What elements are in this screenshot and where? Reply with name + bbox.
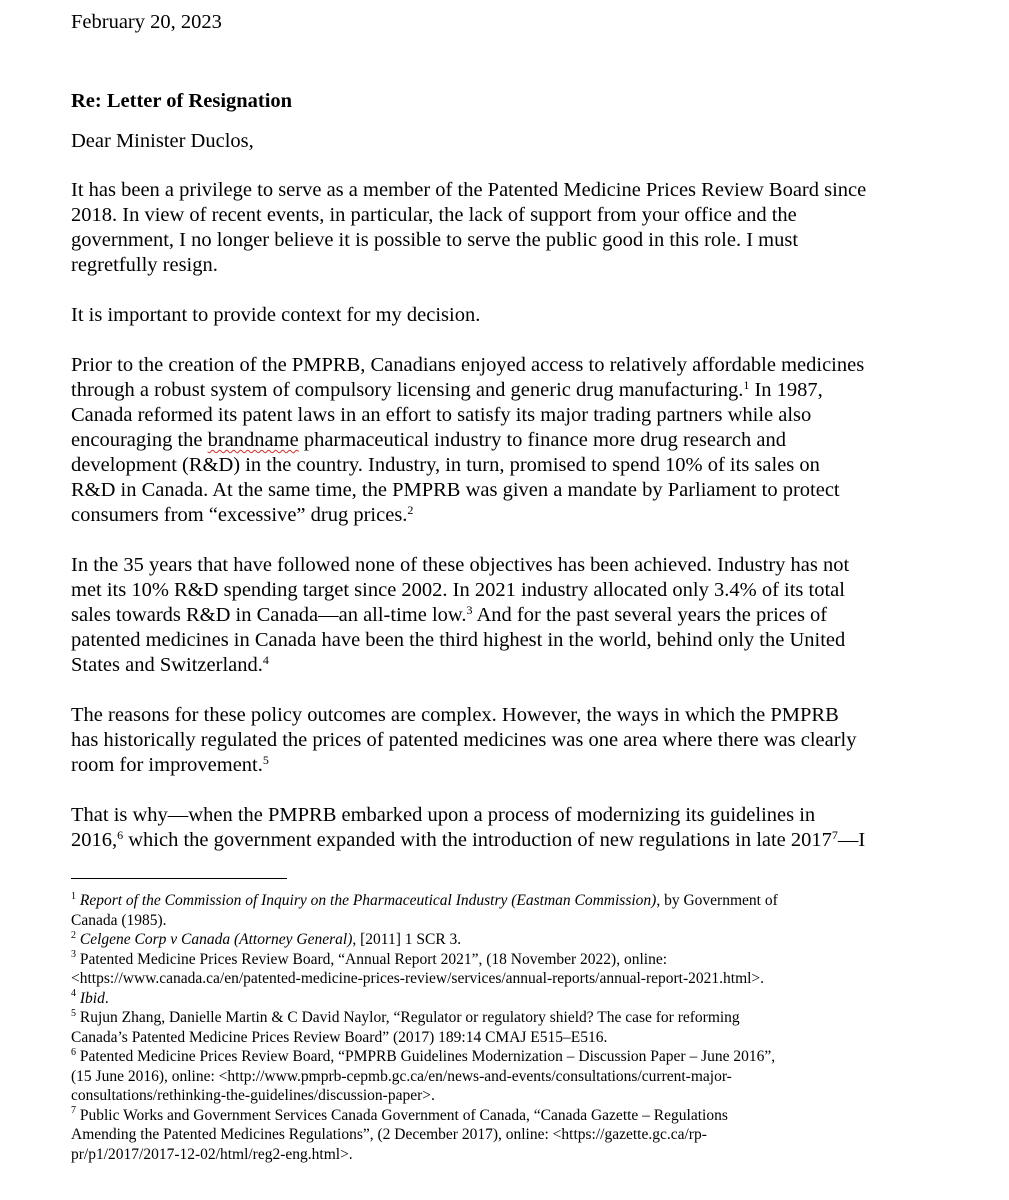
- salutation: Dear Minister Duclos,: [71, 130, 254, 152]
- footnote-number: 2: [71, 929, 76, 941]
- text-line: It has been a privilege to serve as a member of the Patented Medicine Prices Review Board since: [71, 179, 867, 201]
- text-line: The reasons for these policy outcomes are complex. However, the ways in which the PMPRB: [71, 704, 839, 726]
- text-line: encouraging the brandname pharmaceutical industry to finance more drug research and: [71, 429, 786, 451]
- footnote-ref[interactable]: 3: [466, 603, 473, 618]
- footnote-line: $^3$ Patented Medicine Prices Review Board, “Annual Report 2021”, (18 November 2022), online:: [71, 949, 668, 968]
- footnote-line: Canada (1985).: [71, 911, 167, 929]
- text-line: development (R&D) in the country. Industry, in turn, promised to spend 10% of its sales on: [71, 454, 820, 476]
- footnote-number: 7: [71, 1105, 76, 1117]
- footnote-line: $^4$ Ibid.: [71, 988, 109, 1007]
- text-line: through a robust system of compulsory licensing and generic drug manufacturing.$^1$ In 1987,: [71, 378, 823, 401]
- paragraph-6: [71, 803, 971, 853]
- text-line: In the 35 years that have followed none of these objectives has been achieved. Industry has not: [71, 554, 850, 576]
- footnote-separator: [71, 878, 287, 879]
- footnote-ref[interactable]: 5: [262, 753, 269, 768]
- footnote-ref[interactable]: 6: [117, 828, 124, 843]
- letter-subject: Re: Letter of Resignation: [71, 90, 293, 112]
- footnote-link[interactable]: <https://www.canada.ca/en/patented-medicine-prices-review/services/annual-reports/annual-report-2021.html>.: [71, 970, 765, 987]
- footnote-3: [71, 950, 971, 989]
- footnotes: [71, 891, 971, 1164]
- text-line: government, I no longer believe it is possible to serve the public good in this role. I must: [71, 229, 799, 251]
- text-line: R&D in Canada. At the same time, the PMPRB was given a mandate by Parliament to protect: [71, 479, 840, 501]
- footnote-line: $^2$ Celgene Corp v Canada (Attorney General), [2011] 1 SCR 3.: [71, 929, 462, 948]
- letter-date: February 20, 2023: [71, 11, 222, 33]
- footnote-line: Canada’s Patented Medicine Prices Review Board” (2017) 189:14 CMAJ E515–E516.: [71, 1028, 608, 1046]
- footnote-link[interactable]: pr/p1/2017/2017-12-02/html/reg2-eng.html>.: [71, 1145, 353, 1163]
- footnote-link[interactable]: consultations/rethinking-the-guidelines/discussion-paper>.: [71, 1087, 435, 1104]
- footnote-ref[interactable]: 2: [407, 503, 414, 518]
- footnote-7: [71, 1106, 971, 1165]
- footnote-4: [71, 989, 971, 1009]
- footnote-5: [71, 1008, 971, 1047]
- paragraph-4: [71, 553, 971, 678]
- footnote-number: 5: [71, 1007, 76, 1019]
- text-line: That is why—when the PMPRB embarked upon a process of modernizing its guidelines in: [71, 804, 816, 826]
- text-line: consumers from “excessive” drug prices.$^2$: [71, 503, 414, 526]
- footnote-ref[interactable]: 4: [262, 653, 269, 668]
- text-line: met its 10% R&D spending target since 2002. In 2021 industry allocated only 3.4% of its total: [71, 579, 845, 601]
- footnote-2: [71, 930, 971, 950]
- footnote-6: [71, 1047, 971, 1106]
- letter-body: [71, 10, 971, 853]
- text-line: 2016,$^6$ which the government expanded with the introduction of new regulations in late 2017$^7$—I: [71, 828, 866, 851]
- paragraph-3: [71, 353, 971, 528]
- footnote-number: 3: [71, 949, 76, 961]
- footnote-line: $^1$ Report of the Commission of Inquiry on the Pharmaceutical Industry (Eastman Commission), by Government of: [71, 890, 778, 909]
- footnote-line: $^5$ Rujun Zhang, Danielle Martin & C David Naylor, “Regulator or regulatory shield? The case for reforming: [71, 1007, 740, 1026]
- text-line: has historically regulated the prices of patented medicines was one area where there was clearly: [71, 729, 857, 751]
- spellcheck-flagged-word[interactable]: brandname: [207, 429, 299, 451]
- text-line: 2018. In view of recent events, in particular, the lack of support from your office and the: [71, 204, 797, 226]
- footnote-ref[interactable]: 1: [743, 378, 750, 393]
- footnote-1: [71, 891, 971, 930]
- text-line: room for improvement.$^5$: [71, 753, 269, 776]
- text-line: regretfully resign.: [71, 254, 218, 276]
- footnote-link[interactable]: (15 June 2016), online: <http://www.pmprb-cepmb.gc.ca/en/news-and-events/consultations/current-major-: [71, 1067, 732, 1085]
- text-line: It is important to provide context for my decision.: [71, 304, 481, 326]
- text-line: patented medicines in Canada have been the third highest in the world, behind only the United: [71, 629, 846, 651]
- footnote-number: 1: [71, 890, 76, 902]
- paragraph-2: [71, 303, 971, 328]
- footnote-line: $^6$ Patented Medicine Prices Review Board, “PMPRB Guidelines Modernization – Discussion Paper – June 2016”,: [71, 1046, 776, 1065]
- footnote-number: 6: [71, 1046, 76, 1058]
- footnote-line: $^7$ Public Works and Government Services Canada Government of Canada, “Canada Gazette – Regulations: [71, 1105, 728, 1124]
- paragraph-5: [71, 703, 971, 778]
- paragraph-1: [71, 178, 971, 278]
- footnote-link[interactable]: Amending the Patented Medicines Regulations”, (2 December 2017), online: <https://gazette.gc.ca/rp-: [71, 1126, 707, 1143]
- text-line: States and Switzerland.$^4$: [71, 653, 269, 676]
- footnote-ref[interactable]: 7: [831, 828, 838, 843]
- text-line: Canada reformed its patent laws in an effort to satisfy its major trading partners while also: [71, 404, 812, 426]
- footnote-number: 4: [71, 988, 76, 1000]
- text-line: sales towards R&D in Canada—an all-time low.$^3$ And for the past several years the prices of: [71, 603, 828, 626]
- text-line: Prior to the creation of the PMPRB, Canadians enjoyed access to relatively affordable medicines: [71, 354, 865, 376]
